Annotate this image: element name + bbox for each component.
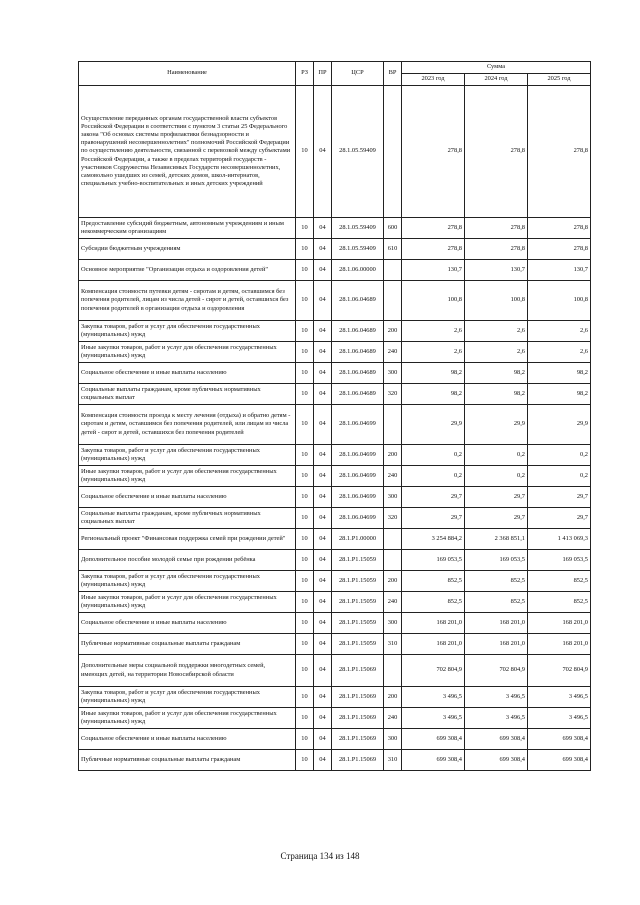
row-csr: 28.1.P1.15059 [332, 634, 384, 655]
row-value-2024: 702 804,9 [465, 655, 528, 687]
row-rz: 10 [296, 445, 314, 466]
row-value-2023: 278,8 [402, 86, 465, 218]
row-pr: 04 [314, 466, 332, 487]
row-value-2024: 2 368 851,1 [465, 529, 528, 550]
row-pr: 04 [314, 86, 332, 218]
row-value-2024: 98,2 [465, 363, 528, 384]
row-csr: 28.1.P1.15059 [332, 571, 384, 592]
row-csr: 28.1.P1.15069 [332, 687, 384, 708]
row-rz: 10 [296, 634, 314, 655]
row-value-2024: 278,8 [465, 86, 528, 218]
row-value-2023: 98,2 [402, 363, 465, 384]
table-row [79, 321, 591, 342]
row-rz: 10 [296, 281, 314, 321]
row-vr: 300 [384, 487, 402, 508]
row-pr: 04 [314, 655, 332, 687]
row-csr: 28.1.06.04699 [332, 445, 384, 466]
table-row [79, 634, 591, 655]
row-vr [384, 86, 402, 218]
table-row [79, 708, 591, 729]
budget-table [78, 61, 591, 771]
header-year-2025: 2025 год [528, 74, 591, 86]
row-rz: 10 [296, 592, 314, 613]
table-row [79, 86, 591, 218]
row-pr: 04 [314, 384, 332, 405]
table-row [79, 466, 591, 487]
row-value-2023: 98,2 [402, 384, 465, 405]
row-value-2025: 29,9 [528, 405, 591, 445]
row-value-2025: 278,8 [528, 86, 591, 218]
row-value-2025: 699 308,4 [528, 750, 591, 771]
row-value-2023: 0,2 [402, 466, 465, 487]
row-vr [384, 281, 402, 321]
table-row [79, 750, 591, 771]
row-value-2023: 852,5 [402, 571, 465, 592]
row-value-2024: 699 308,4 [465, 750, 528, 771]
row-rz: 10 [296, 729, 314, 750]
table-row [79, 508, 591, 529]
row-value-2024: 278,8 [465, 218, 528, 239]
row-value-2025: 29,7 [528, 508, 591, 529]
row-rz: 10 [296, 687, 314, 708]
row-csr: 28.1.06.04689 [332, 342, 384, 363]
row-vr: 320 [384, 508, 402, 529]
row-rz: 10 [296, 86, 314, 218]
row-value-2025: 2,6 [528, 342, 591, 363]
row-name: Закупка товаров, работ и услуг для обеспечения государственных (муниципальных) нужд [79, 687, 296, 708]
row-value-2023: 3 496,5 [402, 708, 465, 729]
row-value-2025: 98,2 [528, 363, 591, 384]
row-pr: 04 [314, 571, 332, 592]
table-row [79, 655, 591, 687]
row-vr: 240 [384, 466, 402, 487]
row-value-2025: 3 496,5 [528, 687, 591, 708]
row-vr: 610 [384, 239, 402, 260]
row-rz: 10 [296, 321, 314, 342]
table-row [79, 384, 591, 405]
row-csr: 28.1.06.04699 [332, 405, 384, 445]
row-name: Иные закупки товаров, работ и услуг для обеспечения государственных (муниципальных) нужд [79, 466, 296, 487]
header-pr: ПР [314, 62, 332, 86]
row-vr [384, 405, 402, 445]
table-row [79, 281, 591, 321]
table-row [79, 687, 591, 708]
row-name: Компенсация стоимости проезда к месту лечения (отдыха) и обратно детям - сиротам и детям, оставшимся без попечения родителей, или лицам из числа детей - сирот и детей, оставшихся без попечения родителей [79, 405, 296, 445]
row-value-2024: 0,2 [465, 466, 528, 487]
row-csr: 28.1.06.04699 [332, 466, 384, 487]
row-vr: 320 [384, 384, 402, 405]
row-pr: 04 [314, 729, 332, 750]
row-vr: 240 [384, 592, 402, 613]
row-pr: 04 [314, 239, 332, 260]
row-value-2024: 168 201,0 [465, 613, 528, 634]
row-csr: 28.1.P1.15069 [332, 750, 384, 771]
row-value-2024: 3 496,5 [465, 687, 528, 708]
row-value-2023: 169 053,5 [402, 550, 465, 571]
row-name: Региональный проект "Финансовая поддержка семей при рождении детей" [79, 529, 296, 550]
row-rz: 10 [296, 405, 314, 445]
row-pr: 04 [314, 281, 332, 321]
row-name: Дополнительное пособие молодой семье при рождении ребёнка [79, 550, 296, 571]
row-pr: 04 [314, 342, 332, 363]
row-pr: 04 [314, 508, 332, 529]
row-csr: 28.1.P1.15069 [332, 708, 384, 729]
row-value-2023: 168 201,0 [402, 613, 465, 634]
row-value-2025: 699 308,4 [528, 729, 591, 750]
row-pr: 04 [314, 529, 332, 550]
row-value-2025: 130,7 [528, 260, 591, 281]
row-csr: 28.1.06.04689 [332, 321, 384, 342]
row-value-2024: 29,7 [465, 487, 528, 508]
table-row [79, 613, 591, 634]
row-vr [384, 260, 402, 281]
row-rz: 10 [296, 466, 314, 487]
row-value-2024: 98,2 [465, 384, 528, 405]
budget-table-container [78, 61, 590, 771]
row-value-2023: 0,2 [402, 445, 465, 466]
row-pr: 04 [314, 613, 332, 634]
row-vr: 200 [384, 321, 402, 342]
row-rz: 10 [296, 750, 314, 771]
row-value-2025: 3 496,5 [528, 708, 591, 729]
row-name: Социальное обеспечение и иные выплаты населению [79, 363, 296, 384]
row-name: Социальные выплаты гражданам, кроме публичных нормативных социальных выплат [79, 384, 296, 405]
row-name: Компенсация стоимости путевки детям - сиротам и детям, оставшимся без попечения родителей, лицам из числа детей - сирот и детей, оставшихся без попечения родителей в организации отдыха и оздоровления [79, 281, 296, 321]
row-name: Иные закупки товаров, работ и услуг для обеспечения государственных (муниципальных) нужд [79, 592, 296, 613]
table-row [79, 571, 591, 592]
page-number: Страница 134 из 148 [280, 851, 360, 861]
row-csr: 28.1.P1.00000 [332, 529, 384, 550]
row-rz: 10 [296, 508, 314, 529]
header-vr: ВР [384, 62, 402, 86]
table-row [79, 487, 591, 508]
row-value-2023: 29,7 [402, 487, 465, 508]
row-name: Социальные выплаты гражданам, кроме публичных нормативных социальных выплат [79, 508, 296, 529]
row-pr: 04 [314, 487, 332, 508]
row-csr: 28.1.05.59409 [332, 218, 384, 239]
row-value-2025: 852,5 [528, 592, 591, 613]
row-value-2024: 3 496,5 [465, 708, 528, 729]
header-csr: ЦСР [332, 62, 384, 86]
row-value-2024: 278,8 [465, 239, 528, 260]
row-vr: 300 [384, 729, 402, 750]
table-row [79, 342, 591, 363]
row-value-2025: 169 053,5 [528, 550, 591, 571]
row-value-2024: 0,2 [465, 445, 528, 466]
row-rz: 10 [296, 613, 314, 634]
row-vr: 310 [384, 750, 402, 771]
table-row [79, 218, 591, 239]
row-value-2023: 29,9 [402, 405, 465, 445]
row-vr [384, 655, 402, 687]
row-pr: 04 [314, 260, 332, 281]
row-value-2025: 29,7 [528, 487, 591, 508]
row-pr: 04 [314, 363, 332, 384]
row-rz: 10 [296, 571, 314, 592]
header-rz: РЗ [296, 62, 314, 86]
row-value-2023: 130,7 [402, 260, 465, 281]
row-csr: 28.1.06.04699 [332, 487, 384, 508]
row-rz: 10 [296, 239, 314, 260]
row-vr [384, 529, 402, 550]
row-vr: 300 [384, 363, 402, 384]
row-name: Закупка товаров, работ и услуг для обеспечения государственных (муниципальных) нужд [79, 321, 296, 342]
row-value-2025: 168 201,0 [528, 634, 591, 655]
table-row [79, 529, 591, 550]
row-name: Социальное обеспечение и иные выплаты населению [79, 487, 296, 508]
row-rz: 10 [296, 218, 314, 239]
row-csr: 28.1.06.04699 [332, 508, 384, 529]
row-value-2023: 699 308,4 [402, 729, 465, 750]
row-value-2025: 0,2 [528, 466, 591, 487]
row-value-2025: 98,2 [528, 384, 591, 405]
row-csr: 28.1.P1.15059 [332, 550, 384, 571]
row-name: Субсидии бюджетным учреждениям [79, 239, 296, 260]
table-row [79, 445, 591, 466]
row-value-2023: 2,6 [402, 321, 465, 342]
row-name: Иные закупки товаров, работ и услуг для обеспечения государственных (муниципальных) нужд [79, 342, 296, 363]
table-row [79, 729, 591, 750]
row-rz: 10 [296, 708, 314, 729]
row-vr [384, 550, 402, 571]
row-value-2023: 278,8 [402, 239, 465, 260]
row-vr: 200 [384, 445, 402, 466]
row-value-2025: 702 804,9 [528, 655, 591, 687]
row-value-2024: 2,6 [465, 321, 528, 342]
row-rz: 10 [296, 487, 314, 508]
row-pr: 04 [314, 750, 332, 771]
row-value-2024: 852,5 [465, 571, 528, 592]
header-sum: Сумма [402, 62, 591, 74]
row-value-2025: 168 201,0 [528, 613, 591, 634]
row-pr: 04 [314, 218, 332, 239]
header-year-2024: 2024 год [465, 74, 528, 86]
header-year-2023: 2023 год [402, 74, 465, 86]
row-value-2024: 100,8 [465, 281, 528, 321]
row-pr: 04 [314, 634, 332, 655]
row-name: Социальное обеспечение и иные выплаты населению [79, 729, 296, 750]
row-value-2025: 1 413 069,3 [528, 529, 591, 550]
row-value-2023: 168 201,0 [402, 634, 465, 655]
row-value-2025: 852,5 [528, 571, 591, 592]
row-pr: 04 [314, 445, 332, 466]
row-name: Социальное обеспечение и иные выплаты населению [79, 613, 296, 634]
table-row [79, 363, 591, 384]
row-csr: 28.1.P1.15059 [332, 613, 384, 634]
row-vr: 200 [384, 687, 402, 708]
row-value-2024: 852,5 [465, 592, 528, 613]
row-csr: 28.1.P1.15069 [332, 729, 384, 750]
row-name: Предоставление субсидий бюджетным, автономным учреждениям и иным некоммерческим организациям [79, 218, 296, 239]
row-rz: 10 [296, 342, 314, 363]
row-pr: 04 [314, 321, 332, 342]
row-vr: 310 [384, 634, 402, 655]
table-row [79, 550, 591, 571]
row-value-2023: 702 804,9 [402, 655, 465, 687]
row-rz: 10 [296, 384, 314, 405]
row-csr: 28.1.06.00000 [332, 260, 384, 281]
row-name: Закупка товаров, работ и услуг для обеспечения государственных (муниципальных) нужд [79, 445, 296, 466]
table-row [79, 405, 591, 445]
table-row [79, 260, 591, 281]
row-pr: 04 [314, 550, 332, 571]
row-rz: 10 [296, 655, 314, 687]
row-pr: 04 [314, 592, 332, 613]
row-pr: 04 [314, 687, 332, 708]
row-vr: 240 [384, 708, 402, 729]
row-value-2024: 699 308,4 [465, 729, 528, 750]
row-value-2023: 100,8 [402, 281, 465, 321]
row-value-2024: 29,7 [465, 508, 528, 529]
row-name: Закупка товаров, работ и услуг для обеспечения государственных (муниципальных) нужд [79, 571, 296, 592]
header-name: Наименование [79, 62, 296, 86]
row-vr: 240 [384, 342, 402, 363]
row-vr: 600 [384, 218, 402, 239]
row-csr: 28.1.P1.15069 [332, 655, 384, 687]
row-pr: 04 [314, 405, 332, 445]
row-name: Иные закупки товаров, работ и услуг для обеспечения государственных (муниципальных) нужд [79, 708, 296, 729]
row-value-2023: 3 254 884,2 [402, 529, 465, 550]
row-csr: 28.1.05.59409 [332, 86, 384, 218]
row-rz: 10 [296, 529, 314, 550]
row-value-2024: 130,7 [465, 260, 528, 281]
row-name: Публичные нормативные социальные выплаты гражданам [79, 634, 296, 655]
row-value-2025: 278,8 [528, 218, 591, 239]
row-value-2024: 29,9 [465, 405, 528, 445]
row-value-2023: 278,8 [402, 218, 465, 239]
row-name: Основное мероприятие "Организация отдыха и оздоровления детей" [79, 260, 296, 281]
row-value-2025: 100,8 [528, 281, 591, 321]
table-row [79, 239, 591, 260]
row-rz: 10 [296, 363, 314, 384]
row-name: Дополнительные меры социальной поддержки многодетных семей, имеющих детей, на территории Новосибирской области [79, 655, 296, 687]
row-pr: 04 [314, 708, 332, 729]
row-name: Публичные нормативные социальные выплаты гражданам [79, 750, 296, 771]
row-value-2023: 29,7 [402, 508, 465, 529]
row-csr: 28.1.P1.15059 [332, 592, 384, 613]
row-value-2025: 0,2 [528, 445, 591, 466]
row-value-2023: 3 496,5 [402, 687, 465, 708]
row-value-2024: 2,6 [465, 342, 528, 363]
row-csr: 28.1.06.04689 [332, 281, 384, 321]
row-value-2023: 699 308,4 [402, 750, 465, 771]
row-rz: 10 [296, 550, 314, 571]
row-value-2024: 168 201,0 [465, 634, 528, 655]
row-value-2023: 2,6 [402, 342, 465, 363]
row-csr: 28.1.06.04689 [332, 384, 384, 405]
table-row [79, 592, 591, 613]
row-value-2025: 2,6 [528, 321, 591, 342]
row-name: Осуществление переданных органам государственной власти субъектов Российской Федерации в соответствии с пунктом 3 статьи 25 Федерального закона "Об основах системы профилактики безнадзорности и правонарушений несовершеннолетних" полномочий Российской Федерации по осуществлению деятельности, связанной с перевозкой между субъектами Российской Федерации, а также в пределах территорий государств - участников Содружества Независимых Государств несовершеннолетних, самовольно ушедших из семей, детских домов, школ-интернатов, специальных учебно-воспитательных и иных детских учреждений [79, 86, 296, 218]
row-vr: 200 [384, 571, 402, 592]
row-rz: 10 [296, 260, 314, 281]
row-value-2025: 278,8 [528, 239, 591, 260]
budget-table-body [79, 86, 591, 771]
row-csr: 28.1.05.59409 [332, 239, 384, 260]
row-csr: 28.1.06.04689 [332, 363, 384, 384]
row-vr: 300 [384, 613, 402, 634]
row-value-2024: 169 053,5 [465, 550, 528, 571]
row-value-2023: 852,5 [402, 592, 465, 613]
